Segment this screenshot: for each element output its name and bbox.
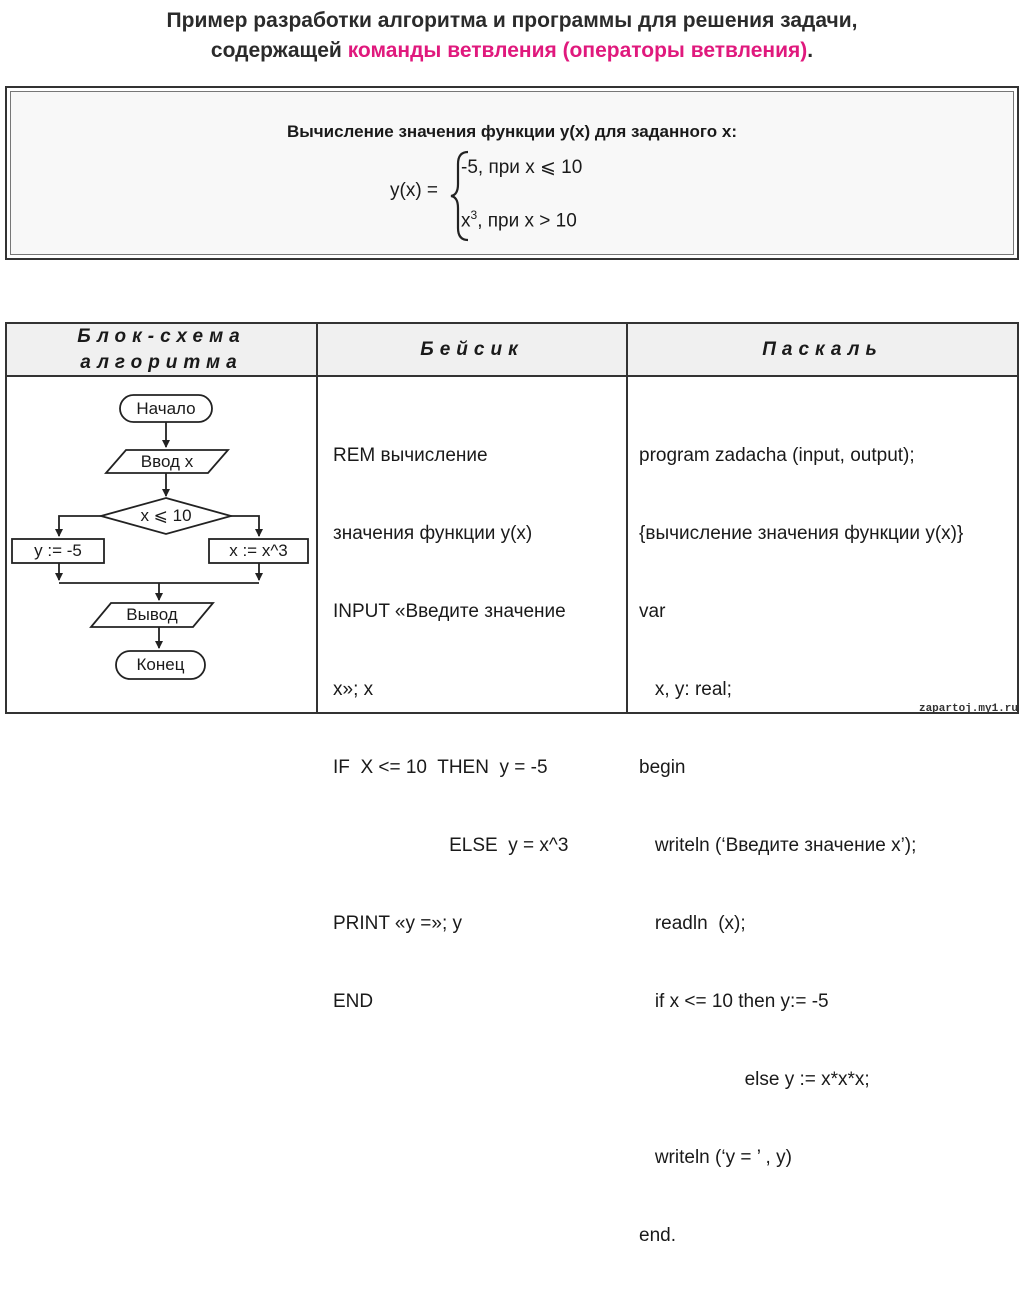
- pascal-line: program zadacha (input, output);: [639, 445, 915, 466]
- task-box-inner: [10, 91, 1014, 255]
- header-flowchart: [7, 324, 316, 377]
- basic-line: REM вычисление: [333, 445, 488, 466]
- case-2-rest: , при x > 10: [477, 210, 577, 232]
- basic-line: значения функции y(x): [333, 523, 533, 544]
- title-line-1: Пример разработки алгоритма и программы для решения задачи,: [166, 9, 858, 32]
- formula-case-1: -5, при x ⩽ 10: [461, 157, 583, 178]
- flow-end-label: Конец: [136, 655, 185, 674]
- pascal-line: var: [639, 601, 666, 622]
- title-line-2: [0, 36, 1024, 66]
- title-accent: команды ветвления (операторы ветвления): [347, 39, 808, 62]
- pascal-line: begin: [639, 757, 686, 778]
- task-heading: Вычисление значения функции y(x) для заданного x:: [286, 122, 737, 141]
- basic-line: ELSE y = x^3: [333, 835, 569, 856]
- pascal-cell: [626, 377, 1017, 1246]
- formula-case-2: [461, 208, 577, 232]
- arrow-branch-no: [231, 516, 259, 536]
- pascal-line: writeln (‘Введите значение x’);: [639, 835, 917, 856]
- header-pascal: Паскаль: [626, 324, 1017, 377]
- header-basic: Бейсик: [316, 324, 626, 377]
- flow-yes-label: y := -5: [34, 541, 82, 560]
- pascal-line: writeln (‘y = ’ , y): [639, 1147, 792, 1168]
- flow-start-label: Начало: [136, 398, 196, 418]
- case-2-base: x: [461, 210, 471, 232]
- flow-condition-label: x ⩽ 10: [140, 506, 192, 525]
- basic-cell: [316, 377, 626, 1012]
- flow-input-label: Ввод x: [140, 451, 194, 471]
- pascal-line: if x <= 10 then y:= -5: [639, 991, 829, 1012]
- title-line-2-prefix: содержащей: [210, 39, 348, 62]
- basic-line: PRINT «y =»; y: [333, 913, 463, 934]
- case-2-exponent: 3: [470, 208, 478, 222]
- flow-no-label: x := x^3: [229, 541, 288, 560]
- pascal-line: end.: [639, 1225, 676, 1246]
- pascal-line: readln (x);: [639, 913, 746, 934]
- flowchart-cell: [7, 377, 316, 712]
- basic-line: IF X <= 10 THEN y = -5: [333, 757, 548, 778]
- basic-code: [333, 391, 568, 1067]
- pascal-line: {вычисление значения функции y(x)}: [639, 523, 964, 544]
- title-line-2-suffix: .: [807, 39, 814, 62]
- header-flowchart-line-2: алгоритма: [80, 351, 243, 373]
- basic-line: INPUT «Введите значение: [333, 601, 566, 622]
- watermark: zapartoj.my1.ru: [918, 703, 1018, 715]
- arrow-branch-yes: [59, 516, 101, 536]
- header-flowchart-line-1: Блок-схема: [77, 325, 246, 347]
- flow-output-label: Вывод: [126, 605, 178, 624]
- basic-line: END: [333, 991, 374, 1012]
- task-box: [5, 86, 1019, 260]
- piecewise-formula: [386, 148, 646, 244]
- pascal-line: x, y: real;: [639, 679, 732, 700]
- formula-lhs: y(x) =: [390, 180, 439, 201]
- page-title: [0, 6, 1024, 66]
- pascal-code: [639, 391, 963, 1301]
- comparison-table: [5, 322, 1019, 1246]
- basic-line: x»; x: [333, 679, 374, 700]
- pascal-line: else y := x*x*x;: [639, 1069, 870, 1090]
